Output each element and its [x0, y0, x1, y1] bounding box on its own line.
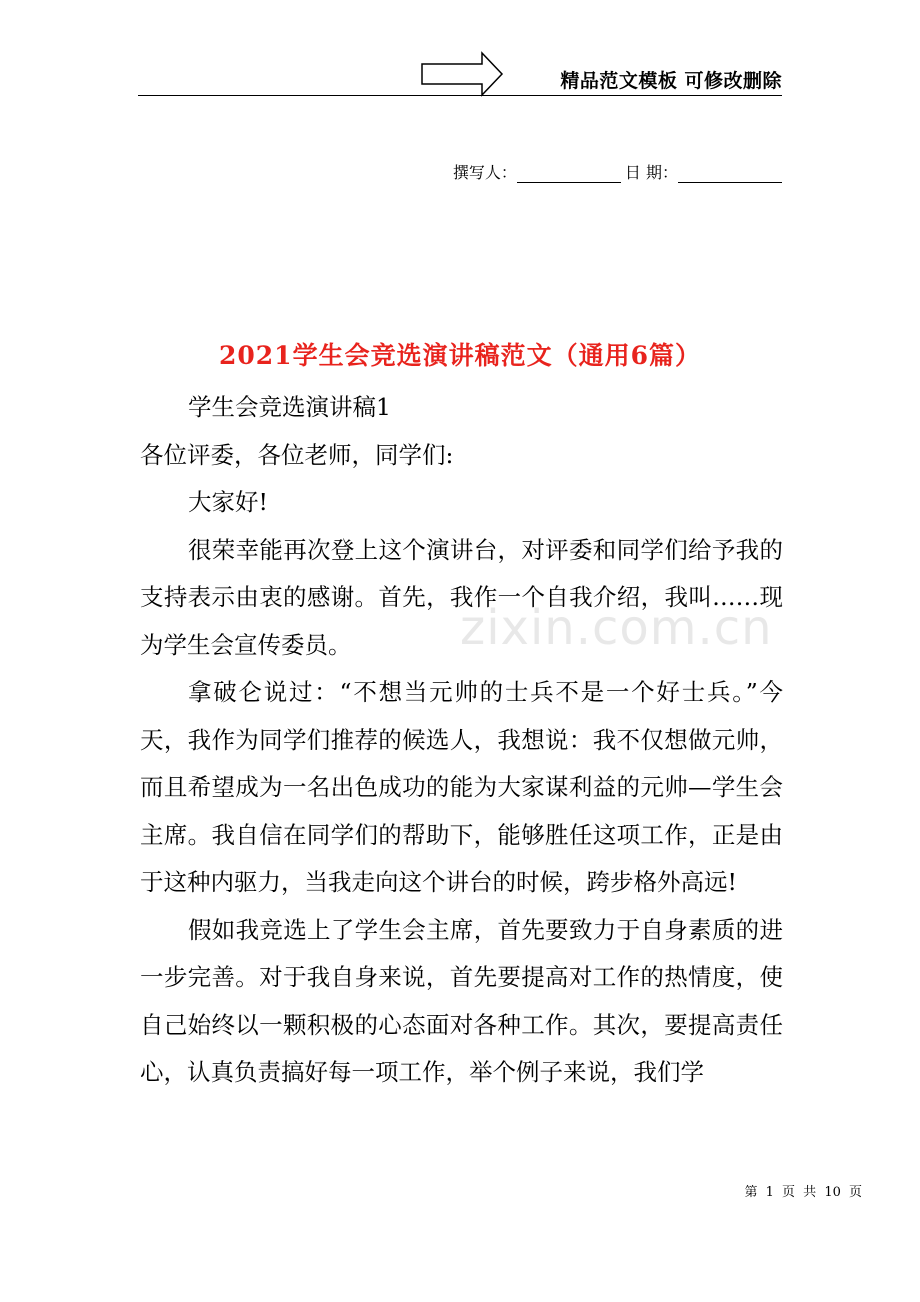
- watermark: zixin.com.cn: [460, 600, 773, 656]
- paragraph: 很荣幸能再次登上这个演讲台，对评委和同学们给予我的支持表示由衷的感谢。首先，我作一个自我介绍，我叫……现为学生会宣传委员。: [140, 535, 783, 659]
- document-body: [140, 384, 783, 1097]
- header-divider: [138, 95, 782, 96]
- date-label: 日 期：: [624, 163, 678, 182]
- header-label: 精品范文模板 可修改删除: [560, 70, 782, 92]
- page-footer: 第 1 页 共 10 页: [744, 1185, 862, 1200]
- date-blank: [678, 164, 782, 183]
- document-title: 2021学生会竞选演讲稿范文（通用6篇）: [219, 341, 701, 370]
- paragraph: 假如我竞选上了学生会主席，首先要致力于自身素质的进一步完善。对于我自身来说，首先要提高对工作的热情度，使自己始终以一颗积极的心态面对各种工作。其次，要提高责任心，认真负责搞好每一项工作，举个例子来说，我们学: [140, 915, 783, 1086]
- author-blank: [517, 164, 621, 183]
- author-label: 撰写人：: [452, 163, 517, 182]
- salutation: 各位评委，各位老师，同学们:: [140, 440, 454, 469]
- arrow-icon: [420, 50, 504, 98]
- paragraph: 拿破仑说过：“不想当元帅的士兵不是一个好士兵。”今天，我作为同学们推荐的候选人，我想说：我不仅想做元帅，而且希望成为一名出色成功的能为大家谋利益的元帅—学生会主席。我自信在同学们的帮助下，能够胜任这项工作，正是由于这种内驱力，当我走向这个讲台的时候，跨步格外高远!: [140, 678, 783, 896]
- author-date-line: [453, 160, 782, 183]
- section-subtitle: 学生会竞选演讲稿1: [188, 393, 391, 421]
- greeting: 大家好!: [188, 488, 268, 516]
